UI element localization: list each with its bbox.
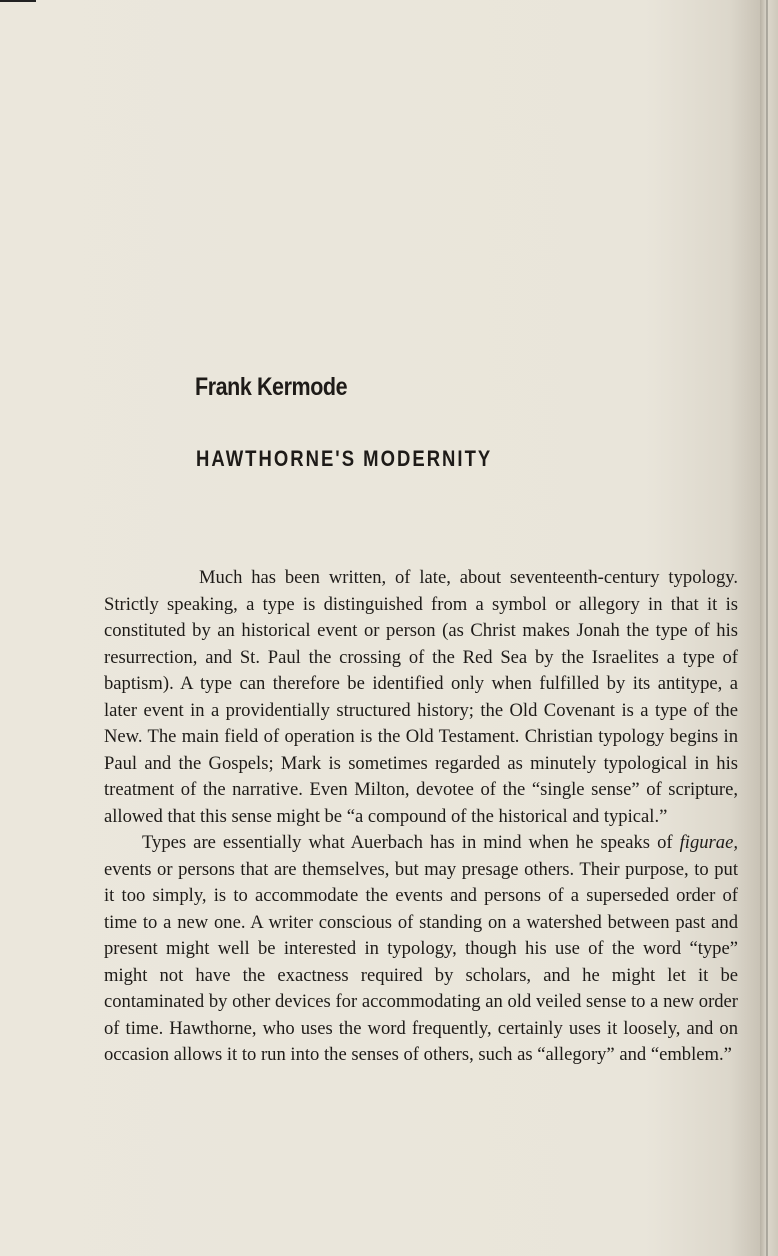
essay-title: HAWTHORNE'S MODERNITY bbox=[196, 446, 493, 471]
author-name: Frank Kermode bbox=[195, 373, 348, 401]
page-edge bbox=[760, 0, 778, 1256]
corner-rule bbox=[0, 0, 36, 2]
paragraph-2-emphasis: figurae, bbox=[679, 832, 738, 853]
essay-body bbox=[104, 565, 738, 1069]
paragraph-1-text: Much has been written, of late, about seventeenth-century typology. Strictly speaking, a type is distinguished from a symbol or allegory in that it is constituted by an historical event or person (as Christ makes Jonah the type of his resurrection, and St. Paul the crossing of the Red Sea by the Israelites a type of baptism). A type can therefore be identified only when fulfilled by its antitype, a later event in a providentially structured history; the Old Covenant is a type of the New. The main field of operation is the Old Testament. Christian typology begins in Paul and the Gospels; Mark is sometimes regarded as minutely typological in his treatment of the narrative. Even Milton, devotee of the “single sense” of scripture, allowed that this sense might be “a compound of the historical and typical.” bbox=[104, 567, 738, 827]
paragraph-1 bbox=[104, 565, 738, 830]
paragraph-2-text-end: events or persons that are themselves, but may presage others. Their purpose, to put it too simply, is to accommodate the events and persons of a superseded order of time to a new one. A writer conscious of standing on a watershed between past and present might well be interested in typology, though his use of the word “type” might not have the exactness required by scholars, and he might let it be contaminated by other devices for accommodating an old veiled sense to a new order of time. Hawthorne, who uses the word frequently, certainly uses it loosely, and on occasion allows it to run into the senses of others, such as “allegory” and “emblem.” bbox=[104, 858, 738, 1065]
paragraph-2 bbox=[104, 830, 738, 1069]
page-edge-shadow-line bbox=[766, 0, 768, 1256]
paragraph-2-text-start: Types are essentially what Auerbach has in mind when he speaks of bbox=[142, 832, 680, 853]
